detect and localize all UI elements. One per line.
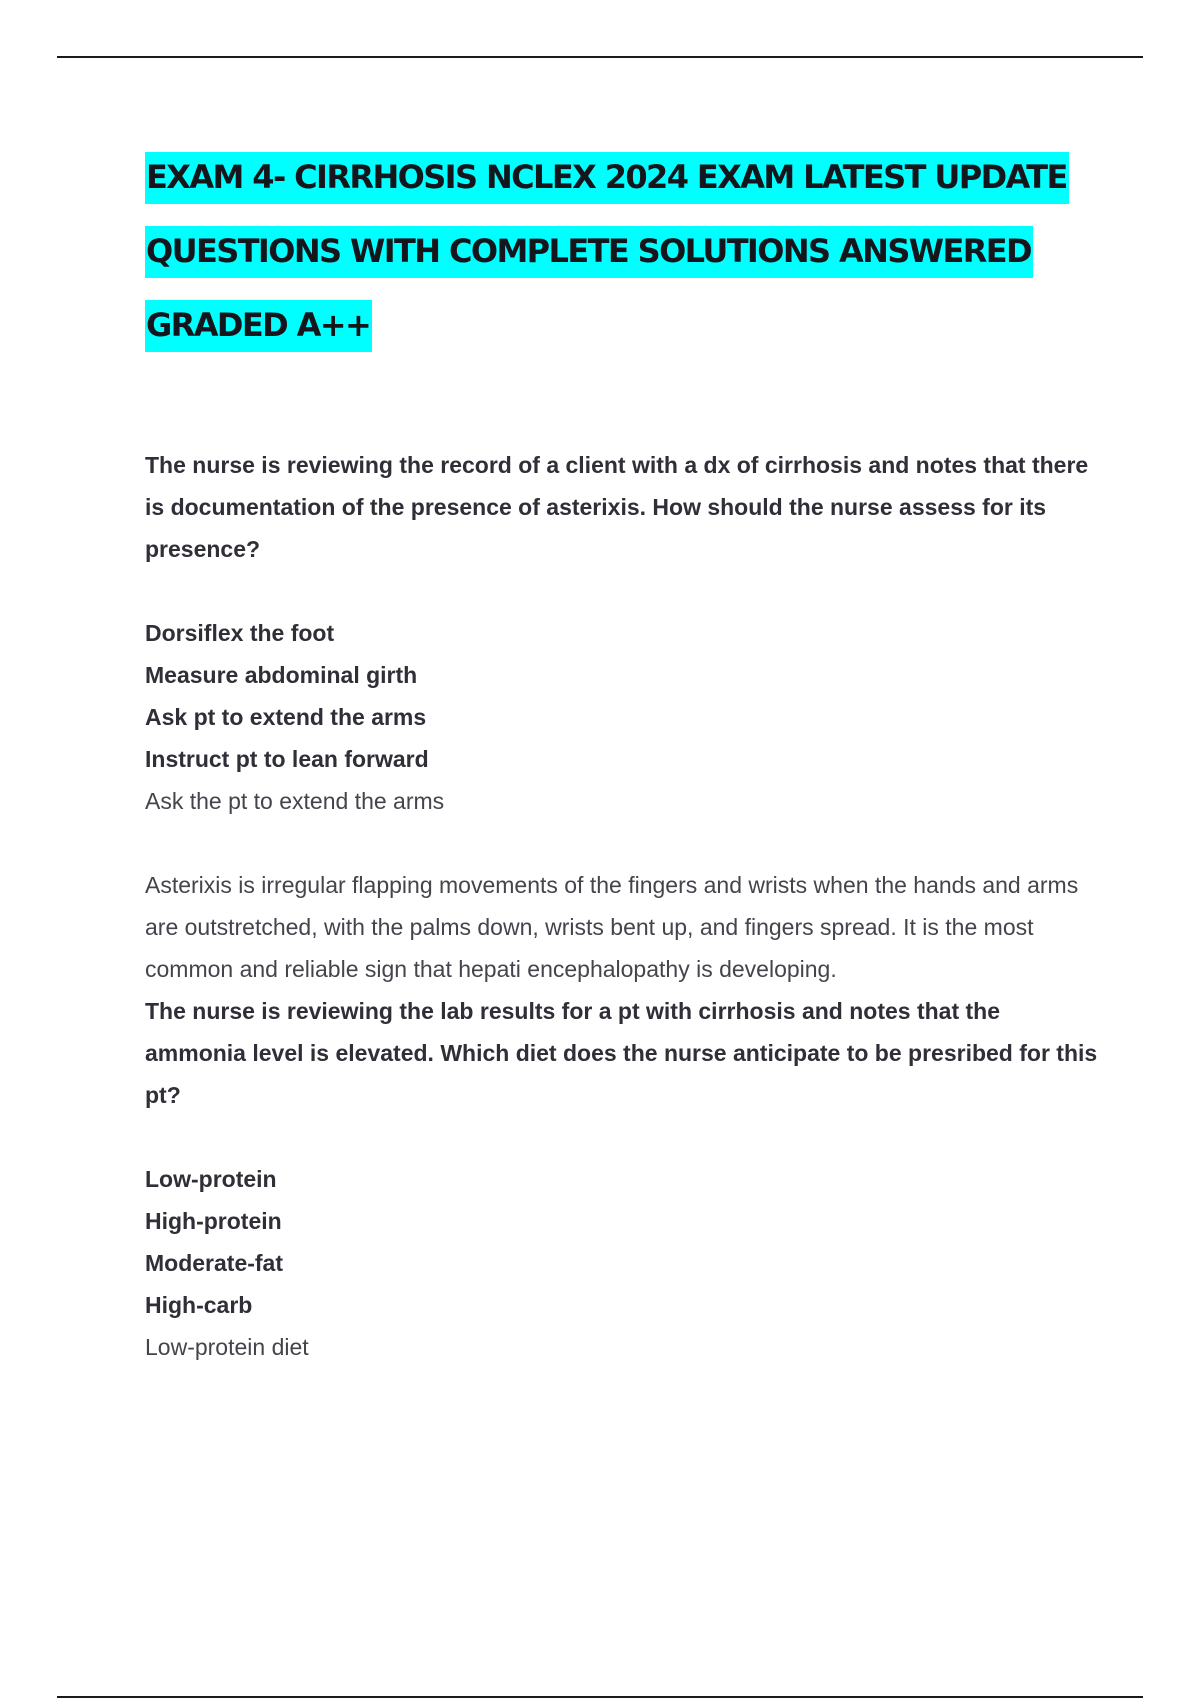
document-body xyxy=(145,444,1105,1368)
document-title xyxy=(145,140,1105,362)
option-item: Ask pt to extend the arms xyxy=(145,704,427,730)
option-item: Low-protein xyxy=(145,1166,277,1192)
answer-explanation: Asterixis is irregular flapping movements of the fingers and wrists when the hands and arms are outstretched, with the palms down, wrists bent up, and fingers spread. It is the most common and reliable sign that hepati encephalopathy is developing. xyxy=(145,872,1079,982)
title-line-2: QUESTIONS WITH COMPLETE SOLUTIONS ANSWERED xyxy=(145,226,1033,278)
title-line-3: GRADED A++ xyxy=(145,300,372,352)
answer-options xyxy=(145,1158,1105,1326)
option-item: Measure abdominal girth xyxy=(145,662,418,688)
question-text: The nurse is reviewing the record of a client with a dx of cirrhosis and notes that there is documentation of the presence of asterixis. How should the nurse assess for its presence? xyxy=(145,452,1089,562)
option-item: High-protein xyxy=(145,1208,282,1234)
option-item: High-carb xyxy=(145,1292,253,1318)
option-item: Dorsiflex the foot xyxy=(145,620,335,646)
correct-answer: Low-protein diet xyxy=(145,1334,309,1360)
title-line-1: EXAM 4- CIRRHOSIS NCLEX 2024 EXAM LATEST UPDATE xyxy=(145,152,1069,204)
option-item: Moderate-fat xyxy=(145,1250,284,1276)
top-rule xyxy=(57,56,1143,58)
answer-options xyxy=(145,612,1105,780)
correct-answer: Ask the pt to extend the arms xyxy=(145,788,445,814)
bottom-rule xyxy=(57,1696,1143,1698)
question-block-2 xyxy=(145,990,1105,1368)
question-text: The nurse is reviewing the lab results for a pt with cirrhosis and notes that the ammonia level is elevated. Which diet does the nurse anticipate to be presribed for this pt? xyxy=(145,998,1098,1108)
question-block-1 xyxy=(145,444,1105,990)
option-item: Instruct pt to lean forward xyxy=(145,746,429,772)
